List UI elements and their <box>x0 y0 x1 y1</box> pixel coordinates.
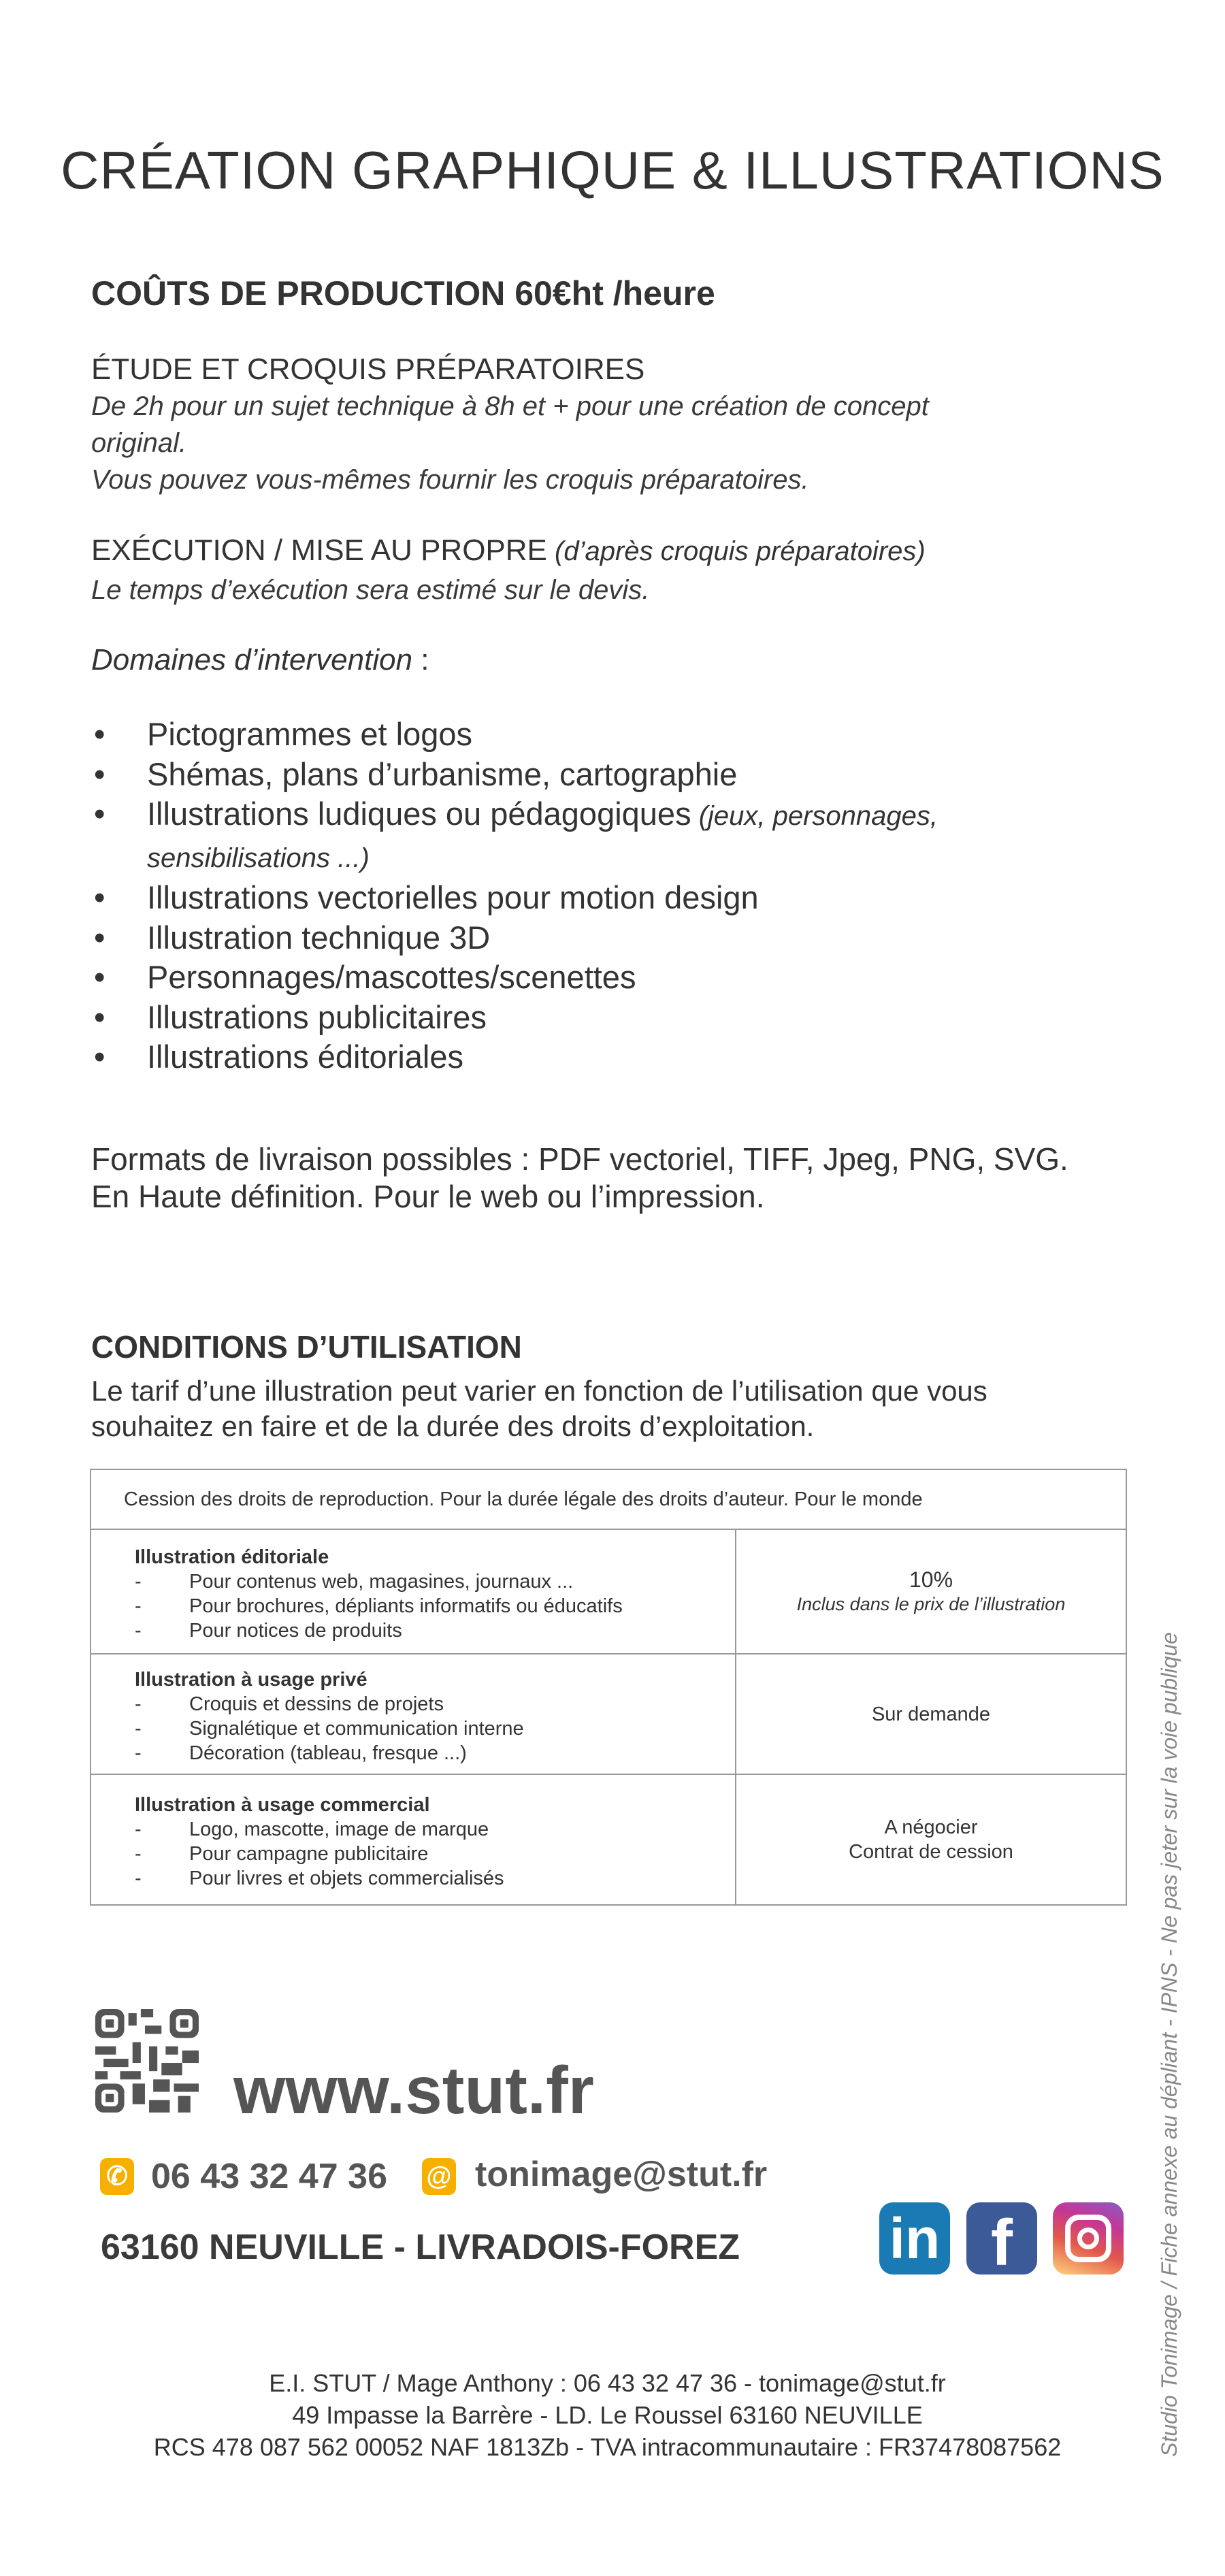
execution-heading <box>91 534 926 568</box>
row-value: 10% <box>909 1567 953 1592</box>
item-label: Illustrations ludiques ou pédagogiques <box>147 796 691 832</box>
dash: - <box>135 1868 142 1889</box>
domaines-label <box>91 643 429 677</box>
list-item: • Illustrations publicitaires <box>91 998 938 1038</box>
conditions-heading: CONDITIONS D’UTILISATION <box>91 1329 522 1365</box>
row-item: Signalétique et communication interne <box>189 1717 524 1740</box>
row-item: Pour notices de produits <box>189 1619 402 1642</box>
production-cost: COÛTS DE PRODUCTION 60€ht /heure <box>91 274 715 312</box>
item-note: sensibilisations ...) <box>147 843 370 873</box>
list-item: • Illustrations vectorielles pour motion design <box>91 878 938 918</box>
row-title: Illustration à usage privé <box>135 1668 368 1691</box>
list-item: • Shémas, plans d’urbanisme, cartographie <box>91 755 938 795</box>
table-row <box>91 1654 1126 1774</box>
domaines-list <box>91 715 938 1077</box>
execution-note: (d’après croquis préparatoires) <box>546 536 926 566</box>
footer-line: RCS 478 087 562 00052 NAF 1813Zb - TVA intracommunautaire : FR37478087562 <box>153 2433 1062 2461</box>
conditions-line: souhaitez en faire et de la durée des droits d’exploitation. <box>91 1410 815 1442</box>
row-item: Décoration (tableau, fresque ...) <box>189 1742 467 1764</box>
row-item: Pour livres et objets commercialisés <box>189 1868 504 1889</box>
table-header: Cession des droits de reproduction. Pour la durée légale des droits d’auteur. Pour le monde <box>91 1469 1126 1529</box>
phone-number[interactable]: 06 43 32 47 36 <box>151 2157 387 2196</box>
etude-line: original. <box>91 428 187 458</box>
dash: - <box>135 1843 142 1865</box>
phone-icon: ✆ <box>100 2158 134 2195</box>
dash: - <box>135 1819 142 1840</box>
linkedin-icon[interactable]: in <box>879 2202 950 2275</box>
rights-table <box>90 1469 1127 1906</box>
table-row <box>91 1529 1126 1654</box>
instagram-icon[interactable] <box>1053 2202 1124 2275</box>
address: 63160 NEUVILLE - LIVRADOIS-FOREZ <box>101 2228 740 2267</box>
row-item: Croquis et dessins de projets <box>189 1693 444 1715</box>
dash: - <box>135 1717 142 1740</box>
facebook-icon[interactable]: f <box>966 2202 1037 2275</box>
row-title: Illustration à usage commercial <box>135 1794 430 1816</box>
formats-line: Formats de livraison possibles : PDF vectoriel, TIFF, Jpeg, PNG, SVG. <box>91 1141 1068 1177</box>
domaines-title: Domaines d’intervention <box>91 643 413 676</box>
row-item: Pour brochures, dépliants informatifs ou éducatifs <box>189 1595 623 1617</box>
list-item: • Illustration technique 3D <box>91 918 938 958</box>
execution-line: Le temps d’exécution sera estimé sur le devis. <box>91 575 650 605</box>
website-link[interactable]: www.stut.fr <box>233 2053 594 2127</box>
colon: : <box>412 643 429 676</box>
dash: - <box>135 1595 142 1617</box>
row-value: Sur demande <box>736 1654 1126 1774</box>
list-item: • Pictogrammes et logos <box>91 715 938 755</box>
dash: - <box>135 1742 142 1764</box>
row-item: Pour contenus web, magasines, journaux ... <box>189 1570 574 1593</box>
row-title: Illustration éditoriale <box>135 1546 329 1568</box>
conditions-line: Le tarif d’une illustration peut varier en fonction de l’utilisation que vous <box>91 1375 987 1407</box>
row-item: Pour campagne publicitaire <box>189 1843 429 1865</box>
dash: - <box>135 1570 142 1593</box>
row-value-note: Inclus dans le prix de l’illustration <box>796 1593 1066 1614</box>
legal-footer <box>0 2367 1215 2463</box>
row-value-note: Contrat de cession <box>849 1841 1013 1863</box>
qr-code-icon[interactable] <box>95 2009 199 2113</box>
list-item: • Illustrations éditoriales <box>91 1037 938 1077</box>
vertical-notice: Studio Tonimage / Fiche annexe au dépliant - IPNS - Ne pas jeter sur la voie publique <box>1157 1632 1181 2457</box>
row-item: Logo, mascotte, image de marque <box>189 1819 489 1840</box>
item-note: (jeux, personnages, <box>691 801 938 831</box>
page-title: CRÉATION GRAPHIQUE & ILLUSTRATIONS <box>61 140 1164 200</box>
etude-heading: ÉTUDE ET CROQUIS PRÉPARATOIRES <box>91 353 645 386</box>
row-value: A négocier <box>884 1816 978 1838</box>
execution-title: EXÉCUTION / MISE AU PROPRE <box>91 534 547 567</box>
dash: - <box>135 1619 142 1642</box>
list-item <box>91 794 938 878</box>
footer-line: E.I. STUT / Mage Anthony : 06 43 32 47 36 - tonimage@stut.fr <box>269 2369 946 2397</box>
formats-line: En Haute définition. Pour le web ou l’impression. <box>91 1179 765 1214</box>
dash: - <box>135 1693 142 1715</box>
email-link[interactable]: tonimage@stut.fr <box>475 2155 768 2194</box>
etude-line: De 2h pour un sujet technique à 8h et + pour une création de concept <box>91 391 929 421</box>
list-item: • Personnages/mascottes/scenettes <box>91 958 938 998</box>
email-icon: @ <box>422 2158 456 2195</box>
footer-line: 49 Impasse la Barrère - LD. Le Roussel 63160 NEUVILLE <box>292 2401 923 2429</box>
table-row <box>91 1774 1126 1905</box>
etude-line: Vous pouvez vous-mêmes fournir les croquis préparatoires. <box>91 465 809 495</box>
